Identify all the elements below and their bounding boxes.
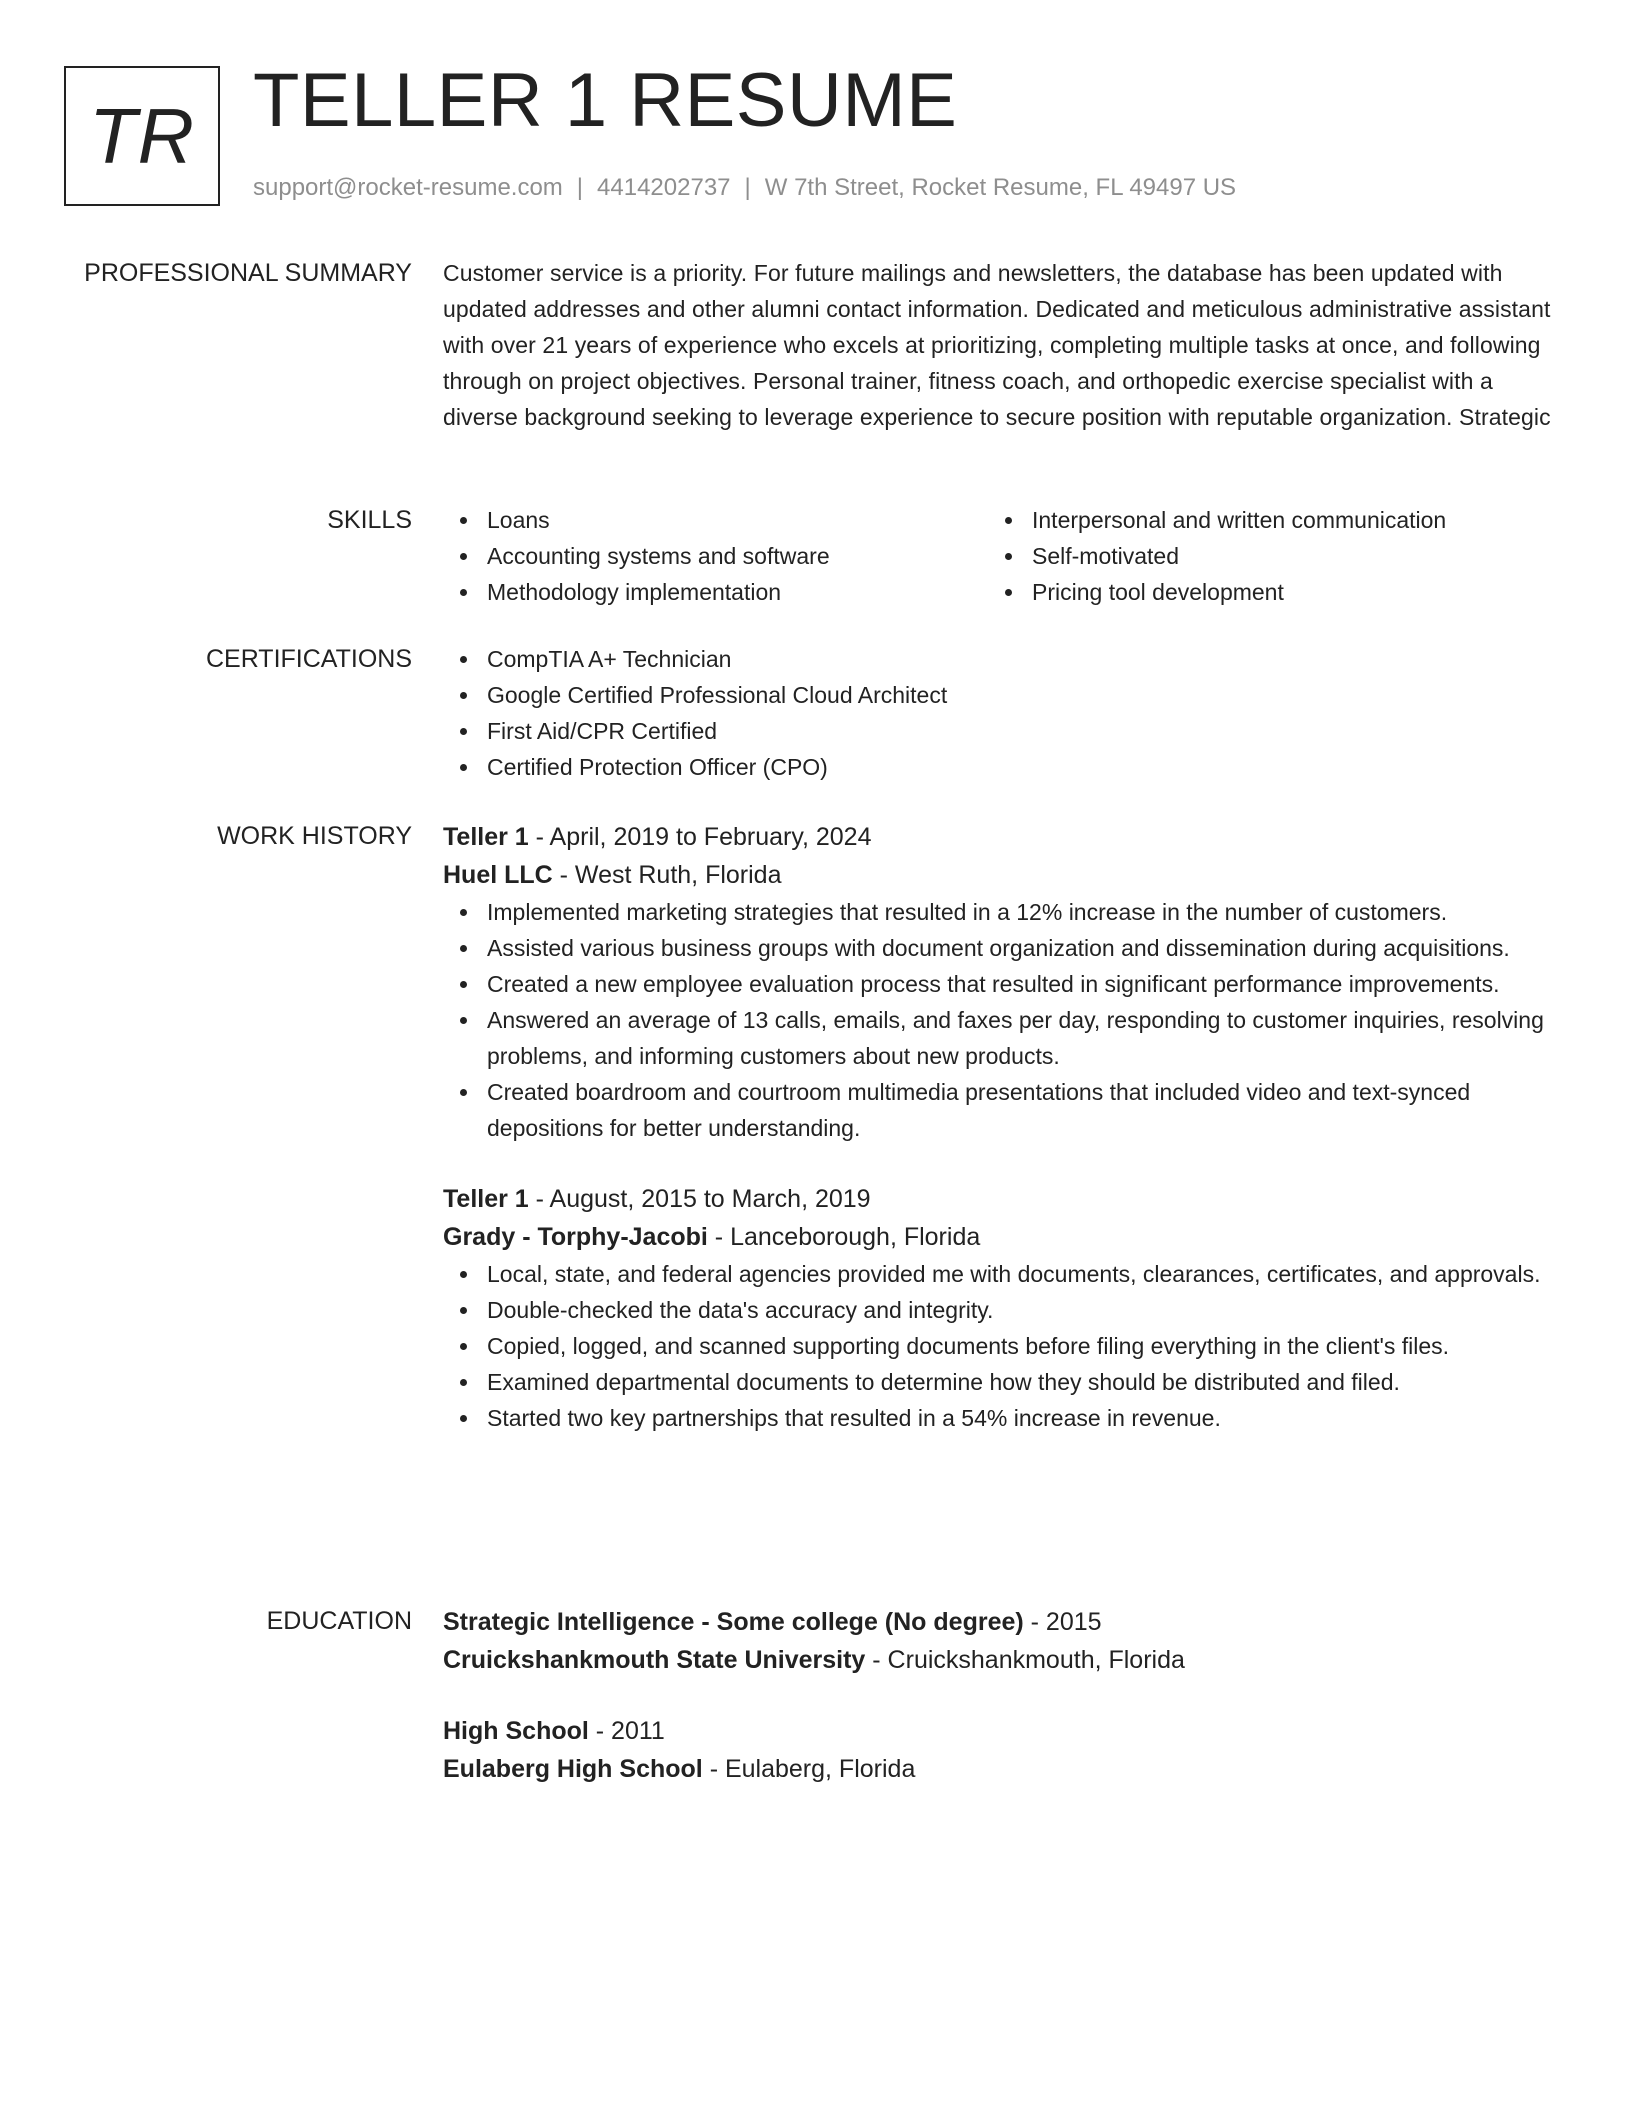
work-history-heading: WORK HISTORY xyxy=(217,822,412,850)
job-duty-item: Copied, logged, and scanned supporting documents before filing everything in the client's files. xyxy=(443,1328,1563,1364)
skill-item: Self-motivated xyxy=(988,538,1533,574)
education-degree-line xyxy=(443,1603,1563,1641)
job-duty-item: Answered an average of 13 calls, emails, and faxes per day, responding to customer inquiries, resolving problems, and informing customers about new products. xyxy=(443,1002,1563,1074)
job-duty-item: Double-checked the data's accuracy and integrity. xyxy=(443,1292,1563,1328)
skill-item: Pricing tool development xyxy=(988,574,1533,610)
job-title: Teller 1 xyxy=(443,1185,529,1213)
job-title: Teller 1 xyxy=(443,823,529,851)
job-duty-item: Created a new employee evaluation process that resulted in significant performance improvements. xyxy=(443,966,1563,1002)
certification-item: CompTIA A+ Technician xyxy=(443,641,1563,677)
summary-text: Customer service is a priority. For future mailings and newsletters, the database has been updated with updated addresses and other alumni contact information. Dedicated and meticulous administrative assistant with over 21 years of experience who excels at prioritizing, completing multiple tasks at once, and following through on project objectives. Personal trainer, fitness coach, and orthopedic exercise specialist with a diverse background seeking to leverage experience to secure position with reputable organization. Strategic xyxy=(443,260,1551,430)
resume-title: TELLER 1 RESUME xyxy=(253,58,958,143)
certification-item: Certified Protection Officer (CPO) xyxy=(443,749,1563,785)
skill-item: Loans xyxy=(443,502,988,538)
summary-body xyxy=(443,255,1563,435)
education-entry xyxy=(443,1712,1563,1788)
work-history-body xyxy=(443,818,1563,1436)
job-company: Huel LLC xyxy=(443,861,553,889)
education-heading: EDUCATION xyxy=(266,1607,412,1635)
skill-item: Methodology implementation xyxy=(443,574,988,610)
job-company-line xyxy=(443,1218,1563,1256)
monogram-text: TR xyxy=(89,91,195,180)
job-duty-item: Created boardroom and courtroom multimedia presentations that included video and text-synced depositions for better understanding. xyxy=(443,1074,1563,1146)
education-school-line xyxy=(443,1641,1563,1679)
job-dates: - April, 2019 to February, 2024 xyxy=(528,823,872,851)
education-year: - 2011 xyxy=(588,1717,665,1745)
job-company: Grady - Torphy-Jacobi xyxy=(443,1223,708,1251)
education-body xyxy=(443,1603,1563,1788)
education-school: Cruickshankmouth State University xyxy=(443,1646,866,1674)
education-school: Eulaberg High School xyxy=(443,1755,703,1783)
skills-body xyxy=(443,502,1563,610)
job-duty-item: Implemented marketing strategies that resulted in a 12% increase in the number of customers. xyxy=(443,894,1563,930)
certification-item: Google Certified Professional Cloud Architect xyxy=(443,677,1563,713)
education-location: - Eulaberg, Florida xyxy=(702,1755,916,1783)
job-duties xyxy=(443,1256,1563,1436)
skill-item: Interpersonal and written communication xyxy=(988,502,1533,538)
skill-item: Accounting systems and software xyxy=(443,538,988,574)
monogram-logo xyxy=(64,66,220,206)
job-title-line xyxy=(443,818,1563,856)
contact-separator: | xyxy=(744,174,751,201)
job-duty-item: Assisted various business groups with document organization and dissemination during acquisitions. xyxy=(443,930,1563,966)
skills-heading: SKILLS xyxy=(327,506,412,534)
job-dates: - August, 2015 to March, 2019 xyxy=(528,1185,871,1213)
job-location: - Lanceborough, Florida xyxy=(707,1223,981,1251)
job-entry xyxy=(443,818,1563,1146)
skills-column-left xyxy=(443,502,988,610)
job-location: - West Ruth, Florida xyxy=(552,861,782,889)
education-entry xyxy=(443,1603,1563,1679)
skills-column-right xyxy=(988,502,1533,610)
job-duty-item: Examined departmental documents to determine how they should be distributed and filed. xyxy=(443,1364,1563,1400)
job-title-line xyxy=(443,1180,1563,1218)
education-year: - 2015 xyxy=(1023,1608,1102,1636)
certification-item: First Aid/CPR Certified xyxy=(443,713,1563,749)
contact-address: W 7th Street, Rocket Resume, FL 49497 US xyxy=(764,174,1237,201)
job-duty-item: Local, state, and federal agencies provided me with documents, clearances, certificates, and approvals. xyxy=(443,1256,1563,1292)
certifications-heading: CERTIFICATIONS xyxy=(205,645,412,673)
contact-email[interactable]: support@rocket-resume.com xyxy=(253,174,563,201)
job-entry xyxy=(443,1180,1563,1436)
certifications-body xyxy=(443,641,1563,785)
contact-line xyxy=(253,172,1236,204)
education-degree: High School xyxy=(443,1717,589,1745)
job-duties xyxy=(443,894,1563,1146)
education-school-line xyxy=(443,1750,1563,1788)
education-degree-line xyxy=(443,1712,1563,1750)
education-location: - Cruickshankmouth, Florida xyxy=(865,1646,1185,1674)
job-duty-item: Started two key partnerships that resulted in a 54% increase in revenue. xyxy=(443,1400,1563,1436)
contact-separator: | xyxy=(576,174,584,201)
contact-phone[interactable]: 4414202737 xyxy=(597,174,731,201)
education-degree: Strategic Intelligence - Some college (No degree) xyxy=(443,1608,1024,1636)
job-company-line xyxy=(443,856,1563,894)
summary-heading: PROFESSIONAL SUMMARY xyxy=(84,259,412,287)
